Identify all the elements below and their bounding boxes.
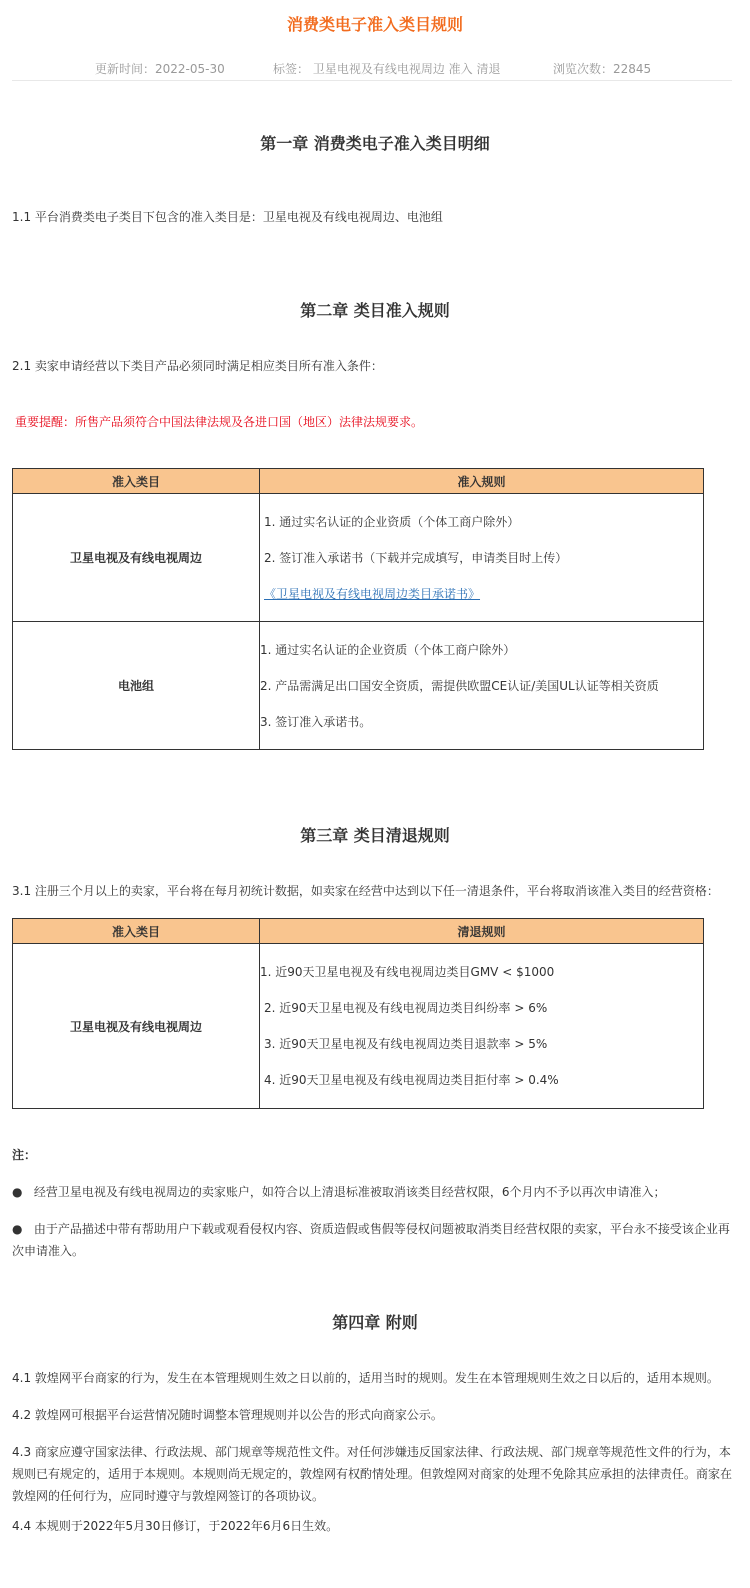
rule-item: 3. 近90天卫星电视及有线电视周边类目退款率 > 5% bbox=[264, 1037, 548, 1051]
commitment-letter-link[interactable]: 《卫星电视及有线电视周边类目承诺书》 bbox=[264, 586, 481, 601]
chapter-1-title: 第一章 消费类电子准入类目明细 bbox=[260, 134, 490, 153]
rule-item: 1. 通过实名认证的企业资质（个体工商户除外） bbox=[264, 514, 520, 529]
paragraph-3-1: 3.1 注册三个月以上的卖家，平台将在每月初统计数据，如卖家在经营中达到以下任一清退条件，平台将取消该准入类目的经营资格： bbox=[12, 884, 719, 898]
view-count: 浏览次数：22845 bbox=[553, 62, 652, 76]
table-row bbox=[13, 944, 704, 1109]
table-header: 清退规则 bbox=[260, 919, 704, 944]
table-header-row bbox=[13, 919, 704, 944]
clause-4-2: 4.2 敦煌网可根据平台运营情况随时调整本管理规则并以公告的形式向商家公示。 bbox=[12, 1408, 443, 1422]
category-cell: 卫星电视及有线电视周边 bbox=[13, 494, 260, 622]
table-header: 准入类目 bbox=[13, 919, 260, 944]
table-row bbox=[13, 494, 704, 622]
note-label: 注： bbox=[12, 1148, 37, 1162]
page-title: 消费类电子准入类目规则 bbox=[286, 15, 463, 34]
tags: 标签： 卫星电视及有线电视周边 准入 清退 bbox=[273, 62, 501, 76]
exit-rules-table bbox=[12, 918, 704, 1109]
paragraph-2-1: 2.1 卖家申请经营以下类目产品必须同时满足相应类目所有准入条件： bbox=[12, 359, 383, 373]
category-cell: 卫星电视及有线电视周边 bbox=[13, 944, 260, 1109]
table-header-row bbox=[13, 469, 704, 494]
rule-item: 2. 签订准入承诺书（下载并完成填写，申请类目时上传） bbox=[264, 550, 568, 565]
chapter-2-title: 第二章 类目准入规则 bbox=[300, 301, 450, 320]
rule-item: 1. 通过实名认证的企业资质（个体工商户除外） bbox=[260, 642, 516, 657]
rule-item: 2. 近90天卫星电视及有线电视周边类目纠纷率 > 6% bbox=[264, 1001, 548, 1015]
admission-table bbox=[12, 468, 704, 750]
rule-item: 4. 近90天卫星电视及有线电视周边类目拒付率 > 0.4% bbox=[264, 1073, 559, 1087]
chapter-3-title: 第三章 类目清退规则 bbox=[300, 826, 450, 845]
chapter-4-title: 第四章 附则 bbox=[332, 1313, 418, 1332]
note-item: ● 由于产品描述中带有帮助用户下载或观看侵权内容、资质造假或售假等侵权问题被取消类目经营权限的卖家，平台永不接受该企业再次申请准入。 bbox=[12, 1222, 730, 1258]
rule-item: 1. 近90天卫星电视及有线电视周边类目GMV < $1000 bbox=[260, 965, 555, 979]
paragraph-1-1: 1.1 平台消费类电子类目下包含的准入类目是：卫星电视及有线电视周边、电池组 bbox=[12, 210, 443, 224]
important-warning: 重要提醒：所售产品须符合中国法律法规及各进口国（地区）法律法规要求。 bbox=[15, 415, 424, 429]
category-cell: 电池组 bbox=[13, 622, 260, 750]
rule-item: 3. 签订准入承诺书。 bbox=[260, 714, 372, 729]
divider bbox=[12, 80, 732, 81]
clause-4-1: 4.1 敦煌网平台商家的行为，发生在本管理规则生效之日以前的，适用当时的规则。发生在本管理规则生效之日以后的，适用本规则。 bbox=[12, 1371, 719, 1385]
note-item: ● 经营卫星电视及有线电视周边的卖家账户，如符合以上清退标准被取消该类目经营权限，6个月内不予以再次申请准入； bbox=[12, 1185, 666, 1199]
clause-4-3: 4.3 商家应遵守国家法律、行政法规、部门规章等规范性文件。对任何涉嫌违反国家法律、行政法规、部门规章等规范性文件的行为，本规则已有规定的，适用于本规则。本规则尚无规定的，敦煌网有权酌情处理。但敦煌网对商家的处理不免除其应承担的法律责任。商家在敦煌网的任何行为，应同时遵守与敦煌网签订的各项协议。 bbox=[12, 1445, 733, 1503]
rule-item: 2. 产品需满足出口国安全资质，需提供欧盟CE认证/美国UL认证等相关资质 bbox=[260, 678, 659, 693]
clause-4-4: 4.4 本规则于2022年5月30日修订，于2022年6月6日生效。 bbox=[12, 1519, 339, 1533]
table-header: 准入类目 bbox=[13, 469, 260, 494]
table-row bbox=[13, 622, 704, 750]
table-header: 准入规则 bbox=[260, 469, 704, 494]
update-time: 更新时间：2022-05-30 bbox=[95, 62, 225, 76]
